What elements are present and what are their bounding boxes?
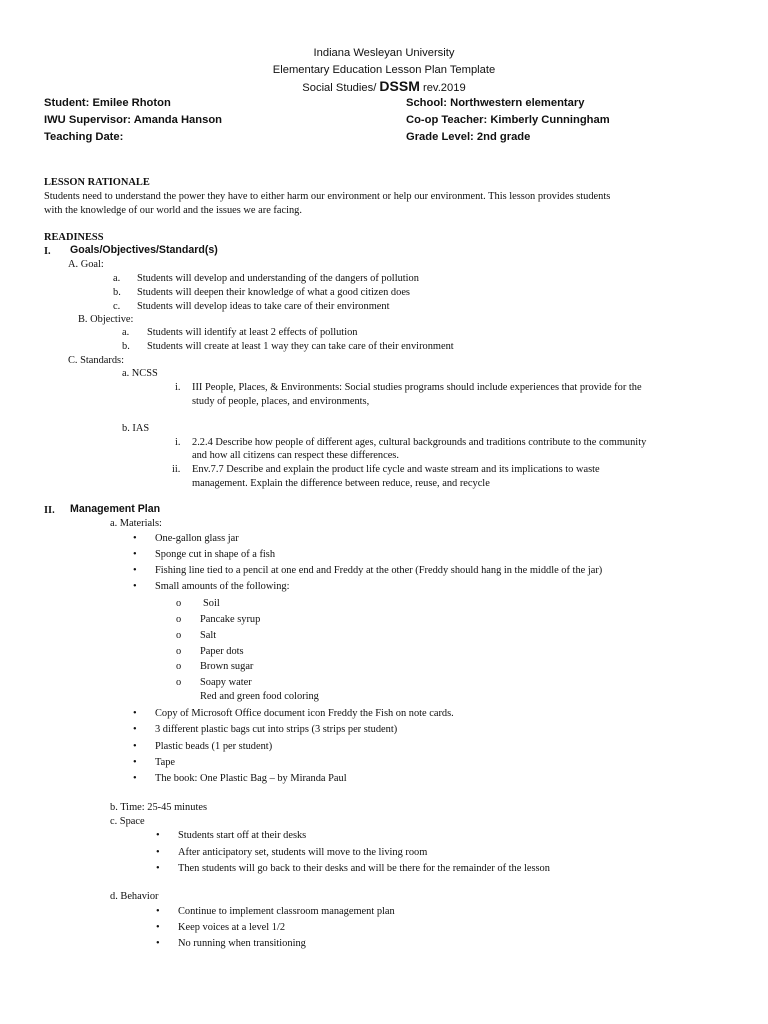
subject-prefix: Social Studies/ [302, 82, 380, 94]
ncss-label: a. NCSS [122, 368, 158, 379]
time-label: b. Time: 25-45 minutes [110, 802, 207, 813]
material-item: • Sponge cut in shape of a fish [155, 548, 275, 561]
objective-item-a: Students will identify at least 2 effects of pollution [147, 327, 358, 338]
ncss-item-i-line-1: III People, Places, & Environments: Social studies programs should include experiences that provide for the [192, 382, 642, 393]
behavior-item: • Keep voices at a level 1/2 [178, 921, 285, 934]
section-1-number: I. [44, 246, 51, 257]
sub-item-marker: o [176, 598, 182, 609]
material-item: • Fishing line tied to a pencil at one end and Freddy at the other (Freddy should hang in the middle of the jar) [155, 564, 602, 577]
subject-code: DSSM [379, 78, 420, 94]
space-item: • Students start off at their desks [178, 829, 306, 842]
sub-item: Soil [203, 598, 220, 609]
ias-item-i-line-1: 2.2.4 Describe how people of different ages, cultural backgrounds and traditions contribute to the community [192, 437, 647, 448]
material-item: • The book: One Plastic Bag – by Miranda Paul [155, 772, 347, 785]
school-name: School: Northwestern elementary [406, 97, 585, 109]
material-item: • Small amounts of the following: [155, 580, 290, 593]
template-title: Elementary Education Lesson Plan Template [272, 64, 496, 76]
rationale-line-2: with the knowledge of our world and the issues we are facing. [44, 205, 302, 216]
rationale-heading: LESSON RATIONALE [44, 177, 150, 188]
sub-item: Soapy water [200, 677, 252, 688]
ncss-item-i-line-2: study of people, places, and environments, [192, 396, 370, 407]
subject-line [0, 80, 768, 95]
food-coloring-item: Red and green food coloring [200, 691, 319, 702]
sub-item: Paper dots [200, 646, 244, 657]
goal-item-b: Students will deepen their knowledge of what a good citizen does [137, 287, 410, 298]
materials-label: a. Materials: [110, 518, 162, 529]
ncss-item-i-marker: i. [175, 382, 181, 393]
objective-label: B. Objective: [78, 314, 134, 325]
rationale-line-1: Students need to understand the power they have to either harm our environment or help our environment. This lesson provides students [44, 191, 611, 202]
goal-item-c: Students will develop ideas to take care of their environment [137, 301, 390, 312]
student-name: Student: Emilee Rhoton [44, 97, 171, 109]
goal-label: A. Goal: [68, 259, 104, 270]
ias-label: b. IAS [122, 423, 150, 434]
standards-label: C. Standards: [68, 355, 124, 366]
material-item: • Plastic beads (1 per student) [155, 740, 272, 753]
sub-item-marker: o [176, 677, 182, 688]
sub-item-marker: o [176, 646, 182, 657]
sub-item-marker: o [176, 630, 182, 641]
coop-teacher: Co-op Teacher: Kimberly Cunningham [406, 114, 610, 126]
subject-revision: rev.2019 [419, 82, 466, 94]
objective-marker-b: b. [122, 341, 130, 352]
ias-item-ii-line-2: management. Explain the difference between reduce, reuse, and recycle [192, 478, 490, 489]
objective-item-b: Students will create at least 1 way they can take care of their environment [147, 341, 454, 352]
behavior-item: • No running when transitioning [178, 937, 306, 950]
space-item: • Then students will go back to their desks and will be there for the remainder of the lesson [178, 862, 550, 875]
ias-item-i-line-2: and how all citizens can respect these differences. [192, 450, 399, 461]
material-item: • Tape [155, 756, 175, 769]
sub-item: Brown sugar [200, 661, 254, 672]
behavior-item: • Continue to implement classroom management plan [178, 905, 395, 918]
ias-item-ii-line-1: Env.7.7 Describe and explain the product life cycle and waste stream and its implications to waste [192, 464, 600, 475]
teaching-date: Teaching Date: [44, 131, 124, 143]
grade-level: Grade Level: 2nd grade [406, 131, 531, 143]
space-item: • After anticipatory set, students will move to the living room [178, 846, 427, 859]
sub-item-marker: o [176, 661, 182, 672]
section-2-number: II. [44, 505, 55, 516]
goal-marker-a: a. [113, 273, 121, 284]
ias-item-i-marker: i. [175, 437, 181, 448]
section-1-title: Goals/Objectives/Standard(s) [70, 244, 218, 256]
sub-item-marker: o [176, 614, 182, 625]
material-item: • One-gallon glass jar [155, 532, 239, 545]
sub-item: Pancake syrup [200, 614, 261, 625]
behavior-label: d. Behavior [110, 891, 159, 902]
objective-marker-a: a. [122, 327, 130, 338]
goal-item-a: Students will develop and understanding of the dangers of pollution [137, 273, 419, 284]
space-label: c. Space [110, 816, 145, 827]
goal-marker-c: c. [113, 301, 121, 312]
material-item: • 3 different plastic bags cut into strips (3 strips per student) [155, 723, 397, 736]
university-title: Indiana Wesleyan University [313, 47, 455, 59]
section-2-title: Management Plan [70, 503, 161, 515]
ias-item-ii-marker: ii. [172, 464, 181, 475]
material-item: • Copy of Microsoft Office document icon Freddy the Fish on note cards. [155, 707, 454, 720]
goal-marker-b: b. [113, 287, 121, 298]
readiness-heading: READINESS [44, 232, 104, 243]
sub-item: Salt [200, 630, 217, 641]
iwu-supervisor: IWU Supervisor: Amanda Hanson [44, 114, 222, 126]
